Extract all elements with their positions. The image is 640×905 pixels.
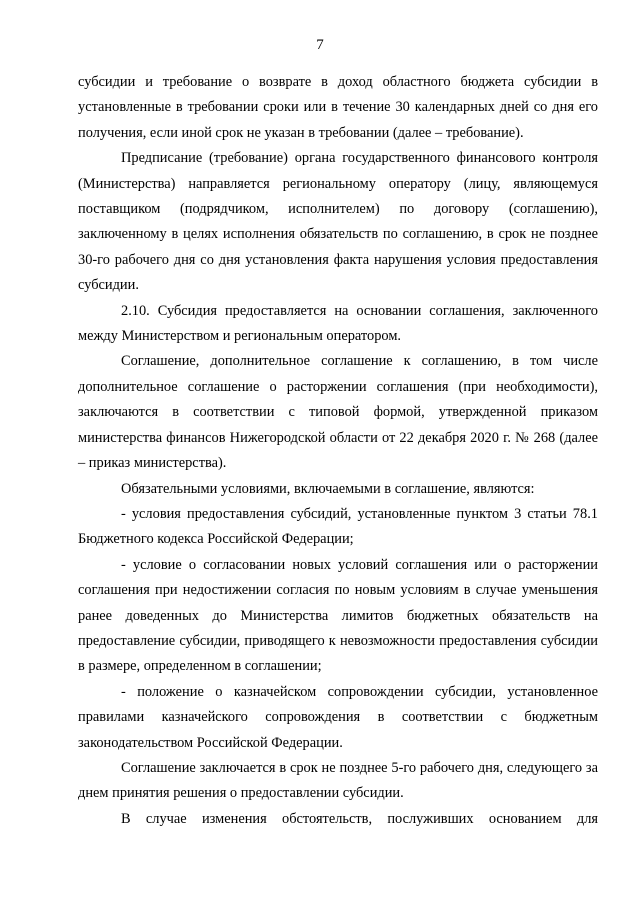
paragraph-prescription: Предписание (требование) органа государственного финансового контроля (Министерства) направляется региональному оператору (лицу, являющемуся поставщиком (подрядчиком, исполнителем) по договору (соглашению), заключенному в целях исполнения обязательств по соглашению, в срок не позднее 30-го рабочего дня со дня установления факта нарушения условия предоставления субсидии. <box>78 150 598 294</box>
paragraph-continuation: субсидии и требование о возврате в доход областного бюджета субсидии в установленные в требовании сроки или в течение 30 календарных дней со дня его получения, если иной срок не указан в требовании (далее – требование). <box>78 74 598 141</box>
list-item-subsidy-conditions: - условия предоставления субсидий, установленные пунктом 3 статьи 78.1 Бюджетного кодекса Российской Федерации; <box>78 505 598 548</box>
paragraph-agreement-deadline: Соглашение заключается в срок не позднее 5-го рабочего дня, следующего за днем принятия решения о предоставлении субсидии. <box>78 759 598 802</box>
paragraph-agreement-form: Соглашение, дополнительное соглашение к соглашению, в том числе дополнительное соглашение о расторжении соглашения (при необходимости), заключаются в соответствии с типовой формой, утвержденной приказом министерства финансов Нижегородской области от 22 декабря 2020 г. № 268 (далее – приказ министерства). <box>78 353 598 472</box>
paragraph-mandatory-conditions: Обязательными условиями, включаемыми в соглашение, являются: <box>121 480 535 497</box>
list-item-new-conditions: - условие о согласовании новых условий соглашения или о расторжении соглашения при недостижении согласия по новым условиям в случае уменьшения ранее доведенных до Министерства лимитов бюджетных обязательств на предоставление субсидии, приводящего к невозможности предоставления субсидии в размере, определенном в соглашении; <box>78 556 598 675</box>
page-number: 7 <box>316 37 324 53</box>
paragraph-changed-circumstances: В случае изменения обстоятельств, послуживших основанием для <box>121 810 598 827</box>
list-item-treasury-support: - положение о казначейском сопровождении субсидии, установленное правилами казначейского сопровождения в соответствии с бюджетным законодательством Российской Федерации. <box>78 683 598 751</box>
document-body <box>78 70 598 832</box>
paragraph-2-10: 2.10. Субсидия предоставляется на основании соглашения, заключенного между Министерством и региональным оператором. <box>78 302 598 345</box>
